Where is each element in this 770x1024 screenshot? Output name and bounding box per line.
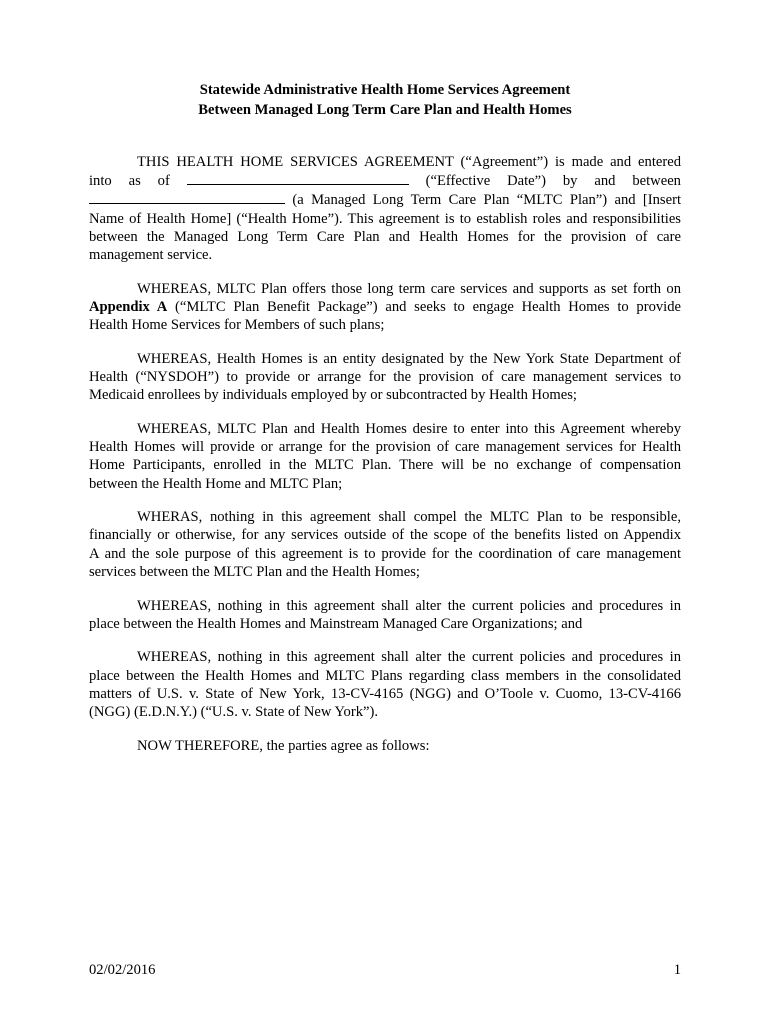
document-title [0,80,770,120]
title-line-2: Between Managed Long Term Care Plan and Health Homes [198,102,572,118]
whereas-paragraph-5: WHEREAS, nothing in this agreement shall alter the current policies and procedures in place between the Health Homes and Mainstream Managed Care Organizations; and [89,597,681,632]
effective-date-blank[interactable] [187,171,409,185]
document-body [89,153,681,755]
closing-paragraph: NOW THEREFORE, the parties agree as follows: [137,737,430,754]
whereas-paragraph-2: WHEREAS, Health Homes is an entity designated by the New York State Department of Health (“NYSDOH”) to provide or arrange for the provision of care management services to Medicaid enrollees by individuals employed by or subcontracted by Health Homes; [89,350,681,404]
intro-line-4: Name of Health Home] (“Health Home”). This agreement is to establish roles and responsibilities [89,210,681,227]
intro-line-6: management service. [89,247,213,264]
whereas-paragraph-1: WHEREAS, MLTC Plan offers those long term care services and supports as set forth on Appendix A (“MLTC Plan Benefit Package”) and seeks to engage Health Homes to provide Health Home Services for Members of such plans; [89,280,682,334]
appendix-a-label: Appendix A [89,298,168,315]
whereas-paragraph-6: WHEREAS, nothing in this agreement shall alter the current policies and procedures in place between the Health Homes and MLTC Plans regarding class members in the consolidated matters of U.S. v. State of New York, 13-CV-4165 (NGG) and O’Toole v. Cuomo, 13-CV-4166 (NGG) (E.D.N.Y.) (“U.S. v. State of New York”). [89,649,681,721]
intro-line-1: THIS HEALTH HOME SERVICES AGREEMENT (“Agreement”) is made and entered [137,154,681,170]
whereas-paragraph-3: WHEREAS, MLTC Plan and Health Homes desire to enter into this Agreement whereby Health Homes will provide or arrange for the provision of care management services for Health Home Participants, enrolled in the MLTC Plan. There will be no exchange of compensation between the Health Home and MLTC Plan; [89,420,681,492]
title-line-1: Statewide Administrative Health Home Services Agreement [199,82,571,98]
intro-paragraph [89,153,681,264]
intro-line-5: between the Managed Long Term Care Plan and Health Homes for the provision of care [89,228,681,245]
whereas-paragraph-4: WHERAS, nothing in this agreement shall compel the MLTC Plan to be responsible, financially or otherwise, for any services outside of the scope of the benefits listed on Appendix A and the sole purpose of this agreement is to provide for the coordination of care management services between the MLTC Plan and the Health Homes; [89,509,681,580]
page-number: 1 [673,962,681,978]
intro-line-3: (a Managed Long Term Care Plan “MLTC Plan”) and [Insert [89,190,681,209]
mltc-plan-name-blank[interactable] [89,190,285,204]
intro-line-2: into as of (“Effective Date”) by and between [89,173,681,190]
footer-date: 02/02/2016 [89,962,156,978]
